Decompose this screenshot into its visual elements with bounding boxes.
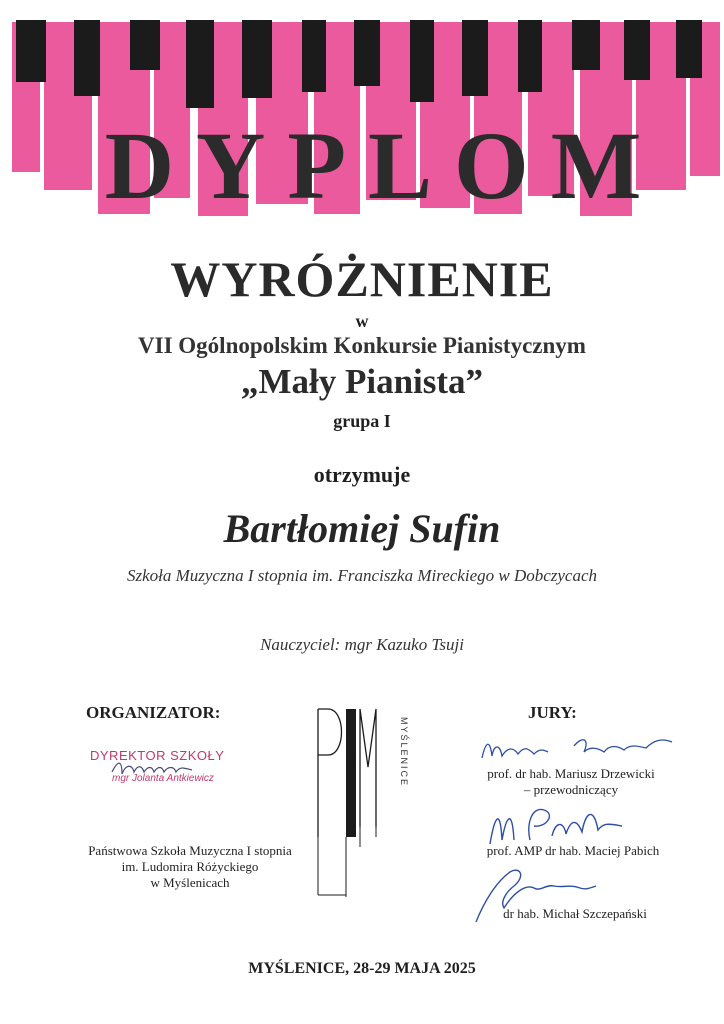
piano-black-key: [518, 20, 542, 92]
piano-black-key: [676, 20, 702, 78]
jury-member-1-role: – przewodniczący: [523, 782, 619, 797]
recipient-name: Bartłomiej Sufin: [223, 506, 501, 551]
director-signature: [108, 758, 198, 780]
organizer-school: [40, 843, 340, 891]
logo-city: MYŚLENICE: [399, 717, 409, 788]
stamp-title: DYREKTOR SZKOŁY: [90, 748, 225, 763]
jury-member-3: dr hab. Michał Szczepański: [503, 906, 647, 921]
piano-black-key: [354, 20, 380, 86]
piano-black-key: [130, 20, 160, 70]
contest-line: VII Ogólnopolskim Konkursie Pianistycznym: [138, 333, 586, 358]
piano-black-key: [624, 20, 650, 80]
jury-member-2: prof. AMP dr hab. Maciej Pabich: [486, 843, 660, 858]
diploma-title: DYPLOM: [104, 112, 664, 219]
piano-black-key: [302, 20, 326, 92]
piano-black-key: [572, 20, 600, 70]
receives: otrzymuje: [313, 462, 411, 487]
piano-black-key: [16, 20, 46, 82]
contest-name: „Mały Pianista”: [240, 362, 484, 401]
teacher: Nauczyciel: mgr Kazuko Tsuji: [260, 635, 464, 654]
place-and-date: MYŚLENICE, 28-29 MAJA 2025: [248, 960, 476, 977]
award-title: WYRÓŻNIENIE: [170, 251, 554, 307]
stamp-name: mgr Jolanta Antkiewicz: [112, 773, 214, 784]
organizer-school-line: Państwowa Szkoła Muzyczna I stopnia: [88, 843, 292, 858]
jury-member-1: prof. dr hab. Mariusz Drzewicki: [487, 766, 655, 781]
piano-black-key: [186, 20, 214, 108]
organizer-school-line: im. Ludomira Różyckiego: [121, 859, 259, 874]
organizer-label: ORGANIZATOR:: [86, 703, 221, 722]
piano-black-key: [74, 20, 100, 96]
preposition: w: [355, 311, 369, 331]
recipient-school: Szkoła Muzyczna I stopnia im. Franciszka Mireckiego w Dobczycach: [126, 566, 598, 585]
group: grupa I: [333, 411, 391, 431]
piano-black-key: [462, 20, 488, 96]
jury-label: JURY:: [528, 703, 577, 722]
organizer-school-line: w Myślenicach: [150, 875, 230, 890]
jury-signature-1: [478, 734, 678, 768]
piano-black-key: [242, 20, 272, 98]
psm-logo: [306, 707, 416, 907]
piano-black-key: [410, 20, 434, 102]
